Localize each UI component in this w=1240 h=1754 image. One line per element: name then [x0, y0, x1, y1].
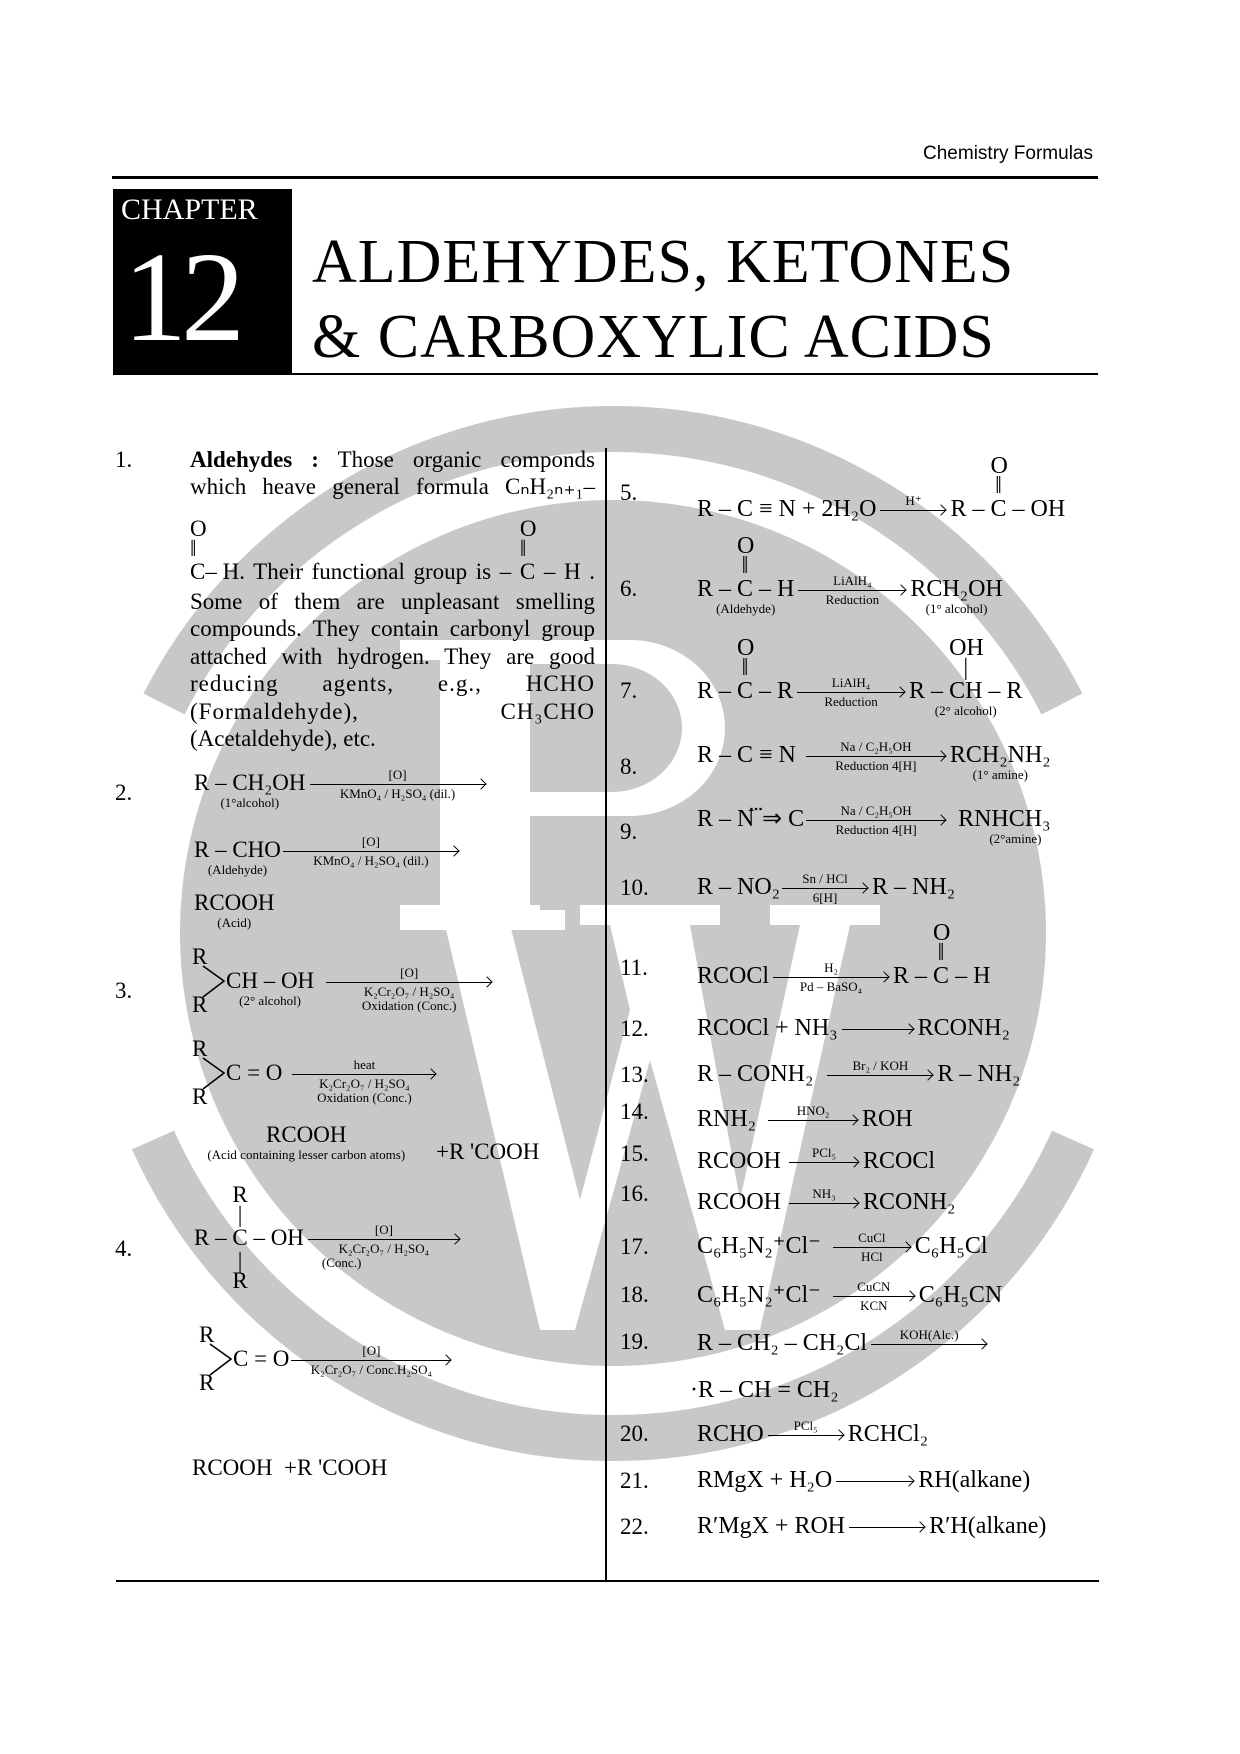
definition-line: reducing agents, e.g., HCHO: [190, 671, 595, 696]
reagent-top: Sn / HCl: [802, 870, 848, 886]
reagent-condition: Oxidation (Conc.): [361, 998, 457, 1014]
reaction-ketone-oxidation: [192, 1036, 440, 1109]
reagent-bottom: KCN: [860, 1297, 888, 1313]
reactant: R –: [697, 576, 738, 602]
reaction-hofmann-bromamide: [697, 1057, 1021, 1087]
reaction-sandmeyer-chloride: [697, 1229, 988, 1264]
reagent-bottom: K₂Cr₂O₇ / H₂SO₄: [338, 1241, 430, 1257]
reactant-label: (Aldehyde): [716, 601, 776, 616]
product: RCOCl: [863, 1148, 936, 1174]
branch-bond: [192, 944, 226, 1017]
single-bond: |: [237, 1248, 243, 1273]
aldehyde-group-structure: [190, 516, 240, 585]
reactant: R – CH₂OH: [194, 770, 306, 795]
reagent-bottom: K₂Cr₂O₇ / H₂SO₄: [319, 1076, 410, 1092]
item-number: 1.: [115, 447, 133, 472]
product: – OH: [1006, 496, 1066, 522]
oxygen-atom: O: [519, 516, 537, 541]
reagent-top: [O]: [362, 1343, 381, 1359]
product-label: (1° amine): [972, 767, 1028, 782]
reagent-top: [O]: [388, 767, 407, 783]
reagent-top: [O]: [374, 1222, 393, 1238]
r-group: R: [199, 1322, 215, 1347]
product: ROH: [862, 1106, 913, 1132]
hydroxyl-group: OH: [949, 635, 984, 661]
reaction-nitro-reduction: [697, 870, 956, 905]
reactant: R – C ≡ N + 2H₂O: [697, 496, 877, 522]
reaction-acid-chloride-ammonolysis: [697, 1015, 1010, 1041]
reagent-top: [O]: [400, 965, 419, 981]
reactant: CH – OH: [226, 968, 315, 993]
product: – H: [949, 963, 991, 989]
reactant-label: (Aldehyde): [207, 862, 268, 877]
r-group: R: [199, 1370, 215, 1395]
reactant: R –: [194, 1225, 233, 1250]
product-label: (Acid): [217, 915, 252, 930]
branch-lines: [200, 964, 228, 1000]
chapter-number: 12: [123, 226, 239, 368]
product: C₆H₅Cl: [914, 1233, 988, 1259]
item-number: 2.: [115, 780, 133, 805]
definition-text: Those organic componds: [318, 447, 595, 472]
branch-bond: [199, 1322, 233, 1395]
product-acid: [207, 1122, 406, 1162]
reagent-bottom: K₂Cr₂O₇ / H₂SO₄: [363, 984, 455, 1000]
definition-line: (Formaldehyde), CH₃CHO: [190, 699, 595, 724]
reactant: RCHO: [697, 1421, 764, 1447]
reagent-bottom: KMnO₄ / H₂SO₄ (dil.): [313, 853, 429, 869]
product-label: (1° alcohol): [925, 601, 988, 616]
product: R – NH₂: [872, 874, 956, 900]
single-bond: |: [237, 1202, 243, 1227]
product-label: (2°amine): [989, 831, 1042, 846]
reagent-top: H₂: [824, 959, 838, 975]
item-number: 12.: [620, 1016, 649, 1041]
product: R –: [909, 678, 950, 704]
r-group: R: [192, 992, 208, 1017]
reactant: – H: [753, 576, 795, 602]
reactant: RCOCl + NH₃: [697, 1015, 838, 1041]
reagent-top: PCl₅: [793, 1417, 818, 1433]
double-bond: ‖: [995, 473, 1002, 499]
r-group: R: [232, 1182, 248, 1207]
item-number: 19.: [620, 1329, 649, 1354]
carbon-atom: C: [990, 496, 1007, 522]
product-label: (Acid containing lesser carbon atoms): [207, 1147, 406, 1162]
reagent-bottom: KMnO₄ / H₂SO₄ (dil.): [339, 786, 456, 802]
product: CH: [949, 678, 983, 704]
item-number: 3.: [115, 978, 133, 1003]
reagent-bottom: Reduction: [825, 591, 880, 607]
tertiary-carbon: [232, 1182, 248, 1293]
reaction-arrow: [806, 738, 946, 773]
reaction-arrow: [871, 1326, 987, 1345]
reaction-arrow: [768, 1102, 858, 1121]
reaction-acid-pcl5: [697, 1144, 936, 1174]
reagent-condition: Oxidation (Conc.): [317, 1090, 412, 1106]
chapter-label: CHAPTER: [121, 193, 258, 226]
product-second-acid: +R 'COOH: [436, 1139, 540, 1164]
reagent-top: Na / C₂H₅OH: [840, 738, 912, 754]
reaction-arrow: [880, 492, 946, 511]
reactant: RCOOH: [697, 1189, 782, 1215]
reactant: – OH: [247, 1225, 304, 1250]
carbon-atom: C: [232, 1225, 248, 1250]
reaction-sandmeyer-cyanide: [697, 1278, 1003, 1313]
reaction-rosenmund-reduction: [697, 920, 991, 994]
product: R′H(alkane): [929, 1513, 1047, 1539]
product-acid: [194, 890, 275, 930]
item-number: 9.: [620, 819, 638, 844]
reaction-secondary-alcohol-oxidation: [192, 944, 496, 1017]
item-number: 22.: [620, 1514, 649, 1539]
reaction-arrow: [806, 802, 946, 837]
reaction-aldehyde-reduction: [697, 533, 1003, 616]
footer-rule: [116, 1580, 1099, 1582]
reaction-aldehyde-oxidation: [194, 834, 463, 877]
reactant-label: (1°alcohol): [220, 795, 280, 810]
reaction-arrow: [291, 1343, 451, 1378]
products-acids: RCOOH +R 'COOH: [192, 1455, 388, 1480]
reactant: RCOCl: [697, 963, 770, 989]
oxygen-atom: O: [190, 516, 207, 541]
reaction-arrow: [782, 870, 868, 905]
reactant: C₆H₅N₂⁺Cl⁻: [697, 1282, 821, 1308]
carbon-atom: C: [737, 678, 754, 704]
reagent-bottom: 6[H]: [812, 889, 838, 905]
product: – R: [982, 678, 1023, 704]
reagent-top: Na / C₂H₅OH: [840, 802, 912, 818]
reaction-acid-ammonia: [697, 1185, 956, 1215]
definition-line: (Acetaldehyde), etc.: [190, 726, 376, 751]
reaction-arrow: [798, 572, 906, 607]
item-number: 18.: [620, 1282, 649, 1307]
reactant: RCOOH: [697, 1148, 782, 1174]
definition-text: . Their functional group is –: [239, 559, 512, 584]
definition-line: attached with hydrogen. They are good: [190, 644, 595, 669]
reactant: R′MgX + ROH: [697, 1513, 846, 1539]
product-alkene: ·R – CH = CH₂: [690, 1377, 839, 1403]
reaction-nitrile-hydrolysis: [697, 453, 1066, 522]
reagent-top: HNO₂: [796, 1102, 830, 1118]
reaction-arrow: [827, 1057, 933, 1076]
item-number: 11.: [620, 955, 648, 980]
reagent-bottom: HCl: [860, 1248, 883, 1264]
branch-lines: [207, 1342, 235, 1378]
product-label: (2° alcohol): [934, 703, 997, 718]
reaction-tertiary-alcohol-oxidation: [194, 1182, 464, 1293]
reaction-dehydrohalogenation: [697, 1326, 991, 1356]
oxygen-atom: O: [737, 533, 755, 559]
reaction-arrow: [849, 1527, 925, 1528]
reaction-arrow: [773, 959, 889, 994]
reagent-top: CuCl: [858, 1229, 886, 1245]
definition-line: which heave general formula CₙH₂ₙ₊₁–: [190, 474, 595, 499]
reaction-nitrile-reduction: [697, 738, 1051, 782]
reagent-top: LiAlH₄: [831, 674, 871, 690]
title-rule: [292, 373, 1098, 375]
reagent-bottom: K₂Cr₂O₇ / Conc.H₂SO₄: [310, 1362, 433, 1378]
oxygen-atom: O: [933, 920, 951, 946]
reaction-grignard-water: [697, 1467, 1030, 1493]
double-bond: ‖: [937, 940, 945, 966]
reagent-top: [O]: [361, 834, 380, 850]
double-bond: ‖: [519, 536, 527, 561]
reagent-top: heat: [353, 1057, 376, 1073]
reaction-primary-alcohol-oxidation: [194, 767, 490, 810]
item-number: 4.: [115, 1236, 133, 1261]
functional-group-line: [190, 516, 596, 585]
item-number: 21.: [620, 1468, 649, 1493]
reaction-amine-nitrous-acid: [697, 1102, 913, 1132]
structure-text: C– H: [190, 559, 240, 584]
term-aldehydes: Aldehydes :: [190, 447, 319, 472]
item-number: 15.: [620, 1141, 649, 1166]
reaction-arrow: [283, 834, 459, 869]
reactant: C₆H₅N₂⁺Cl⁻: [697, 1233, 821, 1259]
reactant: RNH₂: [697, 1106, 757, 1132]
header-rule: [112, 176, 1098, 179]
item-number: 13.: [620, 1062, 649, 1087]
running-header: Chemistry Formulas: [923, 143, 1093, 164]
structure-text: C: [519, 559, 536, 584]
structure-text: – H .: [543, 559, 596, 584]
reactant: R – C ≡ N: [697, 742, 796, 768]
reaction-ketone-oxidation: [199, 1322, 455, 1395]
reagent-top: H⁺: [905, 492, 922, 508]
definition-line: Some of them are unpleasant smelling: [190, 589, 595, 614]
reaction-arrow: [833, 1278, 915, 1313]
reaction-isocyanide-reduction: [697, 802, 1051, 846]
product: RH(alkane): [918, 1467, 1031, 1493]
double-bond: ‖: [190, 536, 197, 561]
reagent-top: KOH(Alc.): [899, 1326, 959, 1342]
reactant-label: (2° alcohol): [239, 993, 302, 1008]
product: R – NH₂: [937, 1061, 1021, 1087]
reaction-arrow: [797, 674, 905, 709]
double-bond: ‖: [741, 655, 749, 681]
carbon-atom: C: [737, 576, 754, 602]
chapter-badge: [113, 189, 292, 375]
item-number: 7.: [620, 678, 638, 703]
reactant: R – CH₂ – CH₂Cl: [697, 1330, 868, 1356]
reactant: R – CONH₂: [697, 1061, 814, 1087]
item-number: 10.: [620, 875, 649, 900]
item-number: 6.: [620, 576, 638, 601]
product: RCOOH: [194, 890, 275, 915]
item-number: 8.: [620, 754, 638, 779]
item-number: 16.: [620, 1181, 649, 1206]
r-group: R: [192, 944, 208, 969]
reactant: C = O: [233, 1346, 290, 1371]
product: RNHCH₃: [958, 806, 1051, 832]
reactant: R – N ⃛⇒ C: [697, 806, 805, 832]
product: C₆H₅CN: [918, 1282, 1003, 1308]
reagent-top: PCl₅: [811, 1144, 837, 1160]
product: RCHCl₂: [847, 1421, 929, 1447]
reaction-arrow: [836, 1481, 914, 1482]
reagent-bottom: Reduction: [824, 693, 878, 709]
reaction-arrow: [789, 1185, 859, 1204]
reaction-arrow: [310, 767, 486, 802]
reaction-arrow: [842, 1029, 914, 1030]
branch-lines: [200, 1056, 228, 1092]
product: R –: [950, 496, 991, 522]
reaction-arrow: [768, 1417, 844, 1436]
reagent-condition: (Conc.): [321, 1255, 362, 1271]
reagent-bottom: Reduction 4[H]: [835, 757, 917, 773]
oxygen-atom: O: [990, 453, 1008, 479]
reaction-arrow: [833, 1229, 911, 1264]
r-group: R: [192, 1036, 208, 1061]
reaction-arrow: [308, 1222, 460, 1271]
column-divider: [605, 448, 607, 1582]
item-number: 20.: [620, 1421, 649, 1446]
reagent-top: CuCN: [857, 1278, 891, 1294]
item-number: 17.: [620, 1234, 649, 1259]
r-group: R: [192, 1084, 208, 1109]
double-bond: ‖: [741, 553, 749, 579]
single-bond: |: [963, 655, 969, 681]
reactant: – R: [753, 678, 794, 704]
reaction-aldehyde-pcl5: [697, 1417, 929, 1447]
reagent-bottom: Reduction 4[H]: [835, 821, 917, 837]
product: RCH₂OH: [910, 576, 1003, 602]
definition-line: [190, 447, 595, 473]
reactant: RMgX + H₂O: [697, 1467, 833, 1493]
carbon-atom: C: [933, 963, 950, 989]
product: R –: [893, 963, 934, 989]
reaction-grignard-alcohol: [697, 1513, 1046, 1539]
reactant: R – NO₂: [697, 874, 781, 900]
reaction-ketone-reduction: [697, 635, 1023, 718]
reaction-arrow: [292, 1057, 436, 1106]
reactant: R – CHO: [194, 837, 281, 862]
reagent-top: LiAlH₄: [833, 572, 872, 588]
reaction-arrow: [326, 965, 492, 1014]
chapter-title-line1: ALDEHYDES, KETONES: [312, 228, 1015, 296]
r-group: R: [232, 1268, 248, 1293]
chapter-title-line2: & CARBOXYLIC ACIDS: [312, 303, 995, 371]
reactant: R –: [697, 678, 738, 704]
definition-line: compounds. They contain carbonyl group: [190, 616, 595, 641]
product: RCH₂NH₂: [949, 742, 1051, 768]
reagent-bottom: Pd – BaSO₄: [799, 978, 863, 994]
reagent-top: Br₂ / KOH: [852, 1057, 909, 1073]
oxygen-atom: O: [737, 635, 755, 661]
product: RCOOH: [266, 1122, 347, 1147]
item-number: 14.: [620, 1099, 649, 1124]
product: RCONH₂: [917, 1015, 1010, 1041]
reagent-top: NH₃: [812, 1185, 836, 1201]
product: RCONH₂: [863, 1189, 956, 1215]
reactant: C = O: [226, 1060, 283, 1085]
item-number: 5.: [620, 480, 638, 505]
reaction-arrow: [789, 1144, 859, 1163]
branch-bond: [192, 1036, 226, 1109]
carbonyl-carbon: [519, 516, 537, 585]
